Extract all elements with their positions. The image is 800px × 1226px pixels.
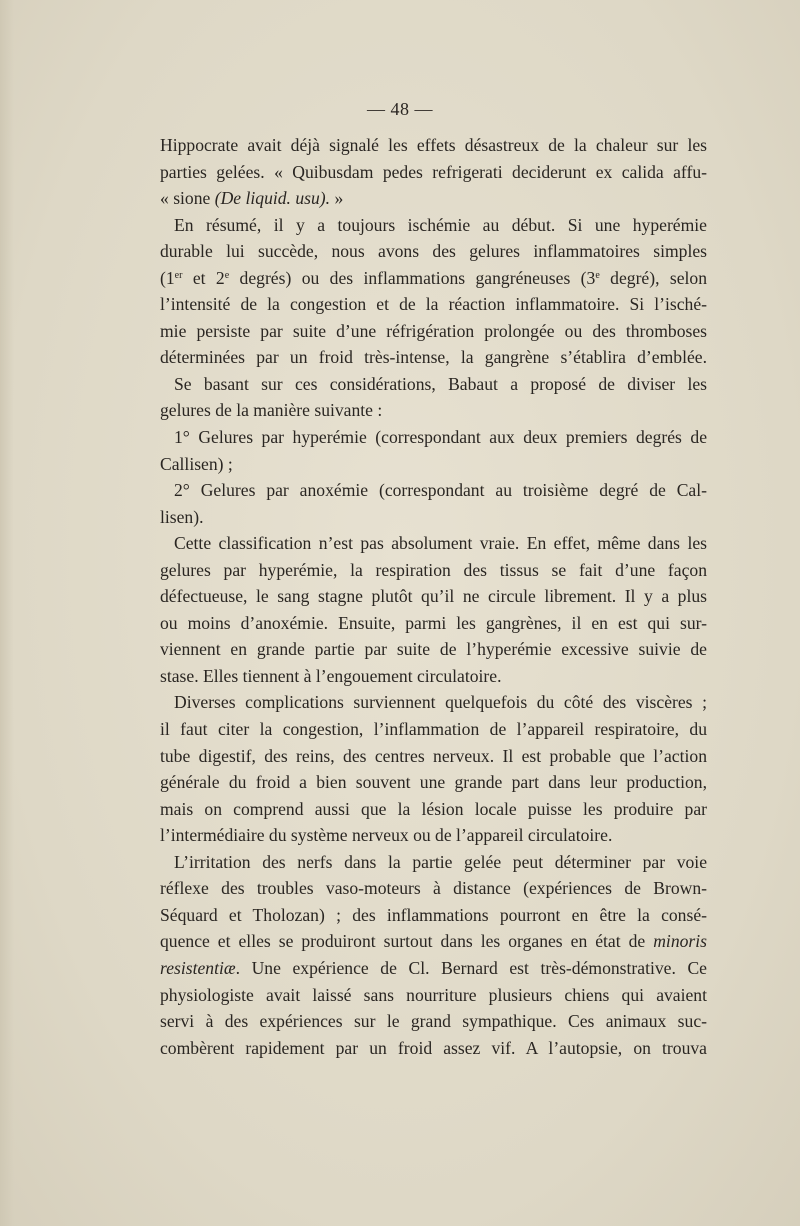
page-number: — 48 — xyxy=(367,99,433,119)
text-span: « sione xyxy=(160,188,215,209)
superscript: er xyxy=(174,269,183,281)
text-line: servi à des expériences sur le grand sympathique. Ces animaux suc- xyxy=(160,1011,707,1032)
text-line: réflexe des troubles vaso-moteurs à distance (expériences de Brown- xyxy=(160,878,707,899)
text-line: Hippocrate avait déjà signalé les effets désastreux de la chaleur sur les xyxy=(160,135,707,155)
text-line: il faut citer la congestion, l’inflammation de l’appareil respiratoire, du xyxy=(160,719,707,740)
text-line: tube digestif, des reins, des centres nerveux. Il est probable que l’action xyxy=(160,745,707,766)
text-line: Callisen) ; xyxy=(160,453,233,474)
text-span: degrés) ou des inflammations gangréneuses (3 xyxy=(229,267,596,288)
text-line xyxy=(160,955,707,982)
text-span: degré), selon xyxy=(599,267,708,288)
text-line: 1° Gelures par hyperémie (correspondant aux deux premiers degrés de xyxy=(174,427,707,448)
text-line: l’intermédiaire du système nerveux ou de l’appareil circulatoire. xyxy=(160,825,613,846)
text-line: Se basant sur ces considérations, Babaut a proposé de diviser les xyxy=(174,373,707,394)
italic-term: resistentiæ xyxy=(160,957,236,978)
text-line: L’irritation des nerfs dans la partie gelée peut déterminer par voie xyxy=(174,851,707,872)
text-line: 2° Gelures par anoxémie (correspondant au troisième degré de Cal- xyxy=(174,480,707,501)
text-line: lisen). xyxy=(160,506,204,527)
text-line xyxy=(160,928,707,955)
text-line xyxy=(160,265,707,292)
text-line: mie persiste par suite d’une réfrigération prolongée ou des thromboses xyxy=(160,320,707,341)
page-fold-shadow xyxy=(0,0,14,1226)
text-line: Cette classification n’est pas absolument vraie. En effet, même dans les xyxy=(174,533,707,554)
text-line: stase. Elles tiennent à l’engouement circulatoire. xyxy=(160,665,502,686)
italic-term: minoris xyxy=(653,931,707,952)
body-text xyxy=(160,132,707,1061)
superscript: e xyxy=(224,269,230,281)
text-line: parties gelées. « Quibusdam pedes refrigerati deciderunt ex calida affu- xyxy=(160,161,707,182)
text-line: Séquard et Tholozan) ; des inflammations pourront en être la consé- xyxy=(160,904,707,925)
text-line: déterminées par un froid très-intense, la gangrène s’établira d’emblée. xyxy=(160,347,707,368)
text-line: défectueuse, le sang stagne plutôt qu’il ne circule librement. Il y a plus xyxy=(160,586,707,607)
text-line: ou moins d’anoxémie. Ensuite, parmi les gangrènes, il en est qui sur- xyxy=(160,612,707,633)
text-span: et 2 xyxy=(182,267,225,288)
text-line: Diverses complications surviennent quelquefois du côté des viscères ; xyxy=(174,692,707,713)
text-span: quence et elles se produiront surtout dans les organes en état de xyxy=(160,931,654,952)
text-line xyxy=(160,185,707,212)
text-line: combèrent rapidement par un froid assez vif. A l’autopsie, on trouva xyxy=(160,1037,707,1058)
text-line: durable lui succède, nous avons des gelures inflammatoires simples xyxy=(160,241,707,262)
text-line: mais on comprend aussi que la lésion locale puisse les produire par xyxy=(160,798,707,819)
text-span: » xyxy=(330,188,344,209)
text-span: (1 xyxy=(160,267,175,288)
text-line: gelures par hyperémie, la respiration des tissus se fait d’une façon xyxy=(160,559,707,580)
text-line: En résumé, il y a toujours ischémie au début. Si une hyperémie xyxy=(174,214,707,235)
text-line: physiologiste avait laissé sans nourriture plusieurs chiens qui avaient xyxy=(160,984,707,1005)
text-line: générale du froid a bien souvent une grande part dans leur production, xyxy=(160,772,707,793)
italic-citation: (De liquid. usu). xyxy=(214,188,331,209)
superscript: e xyxy=(595,269,600,281)
text-line: l’intensité de la congestion et de la réaction inflammatoire. Si l’isché- xyxy=(160,294,707,315)
text-line: viennent en grande partie par suite de l’hyperémie excessive suivie de xyxy=(160,639,707,660)
text-line: gelures de la manière suivante : xyxy=(160,400,383,421)
text-span: . Une expérience de Cl. Bernard est très-démonstrative. Ce xyxy=(235,957,707,978)
